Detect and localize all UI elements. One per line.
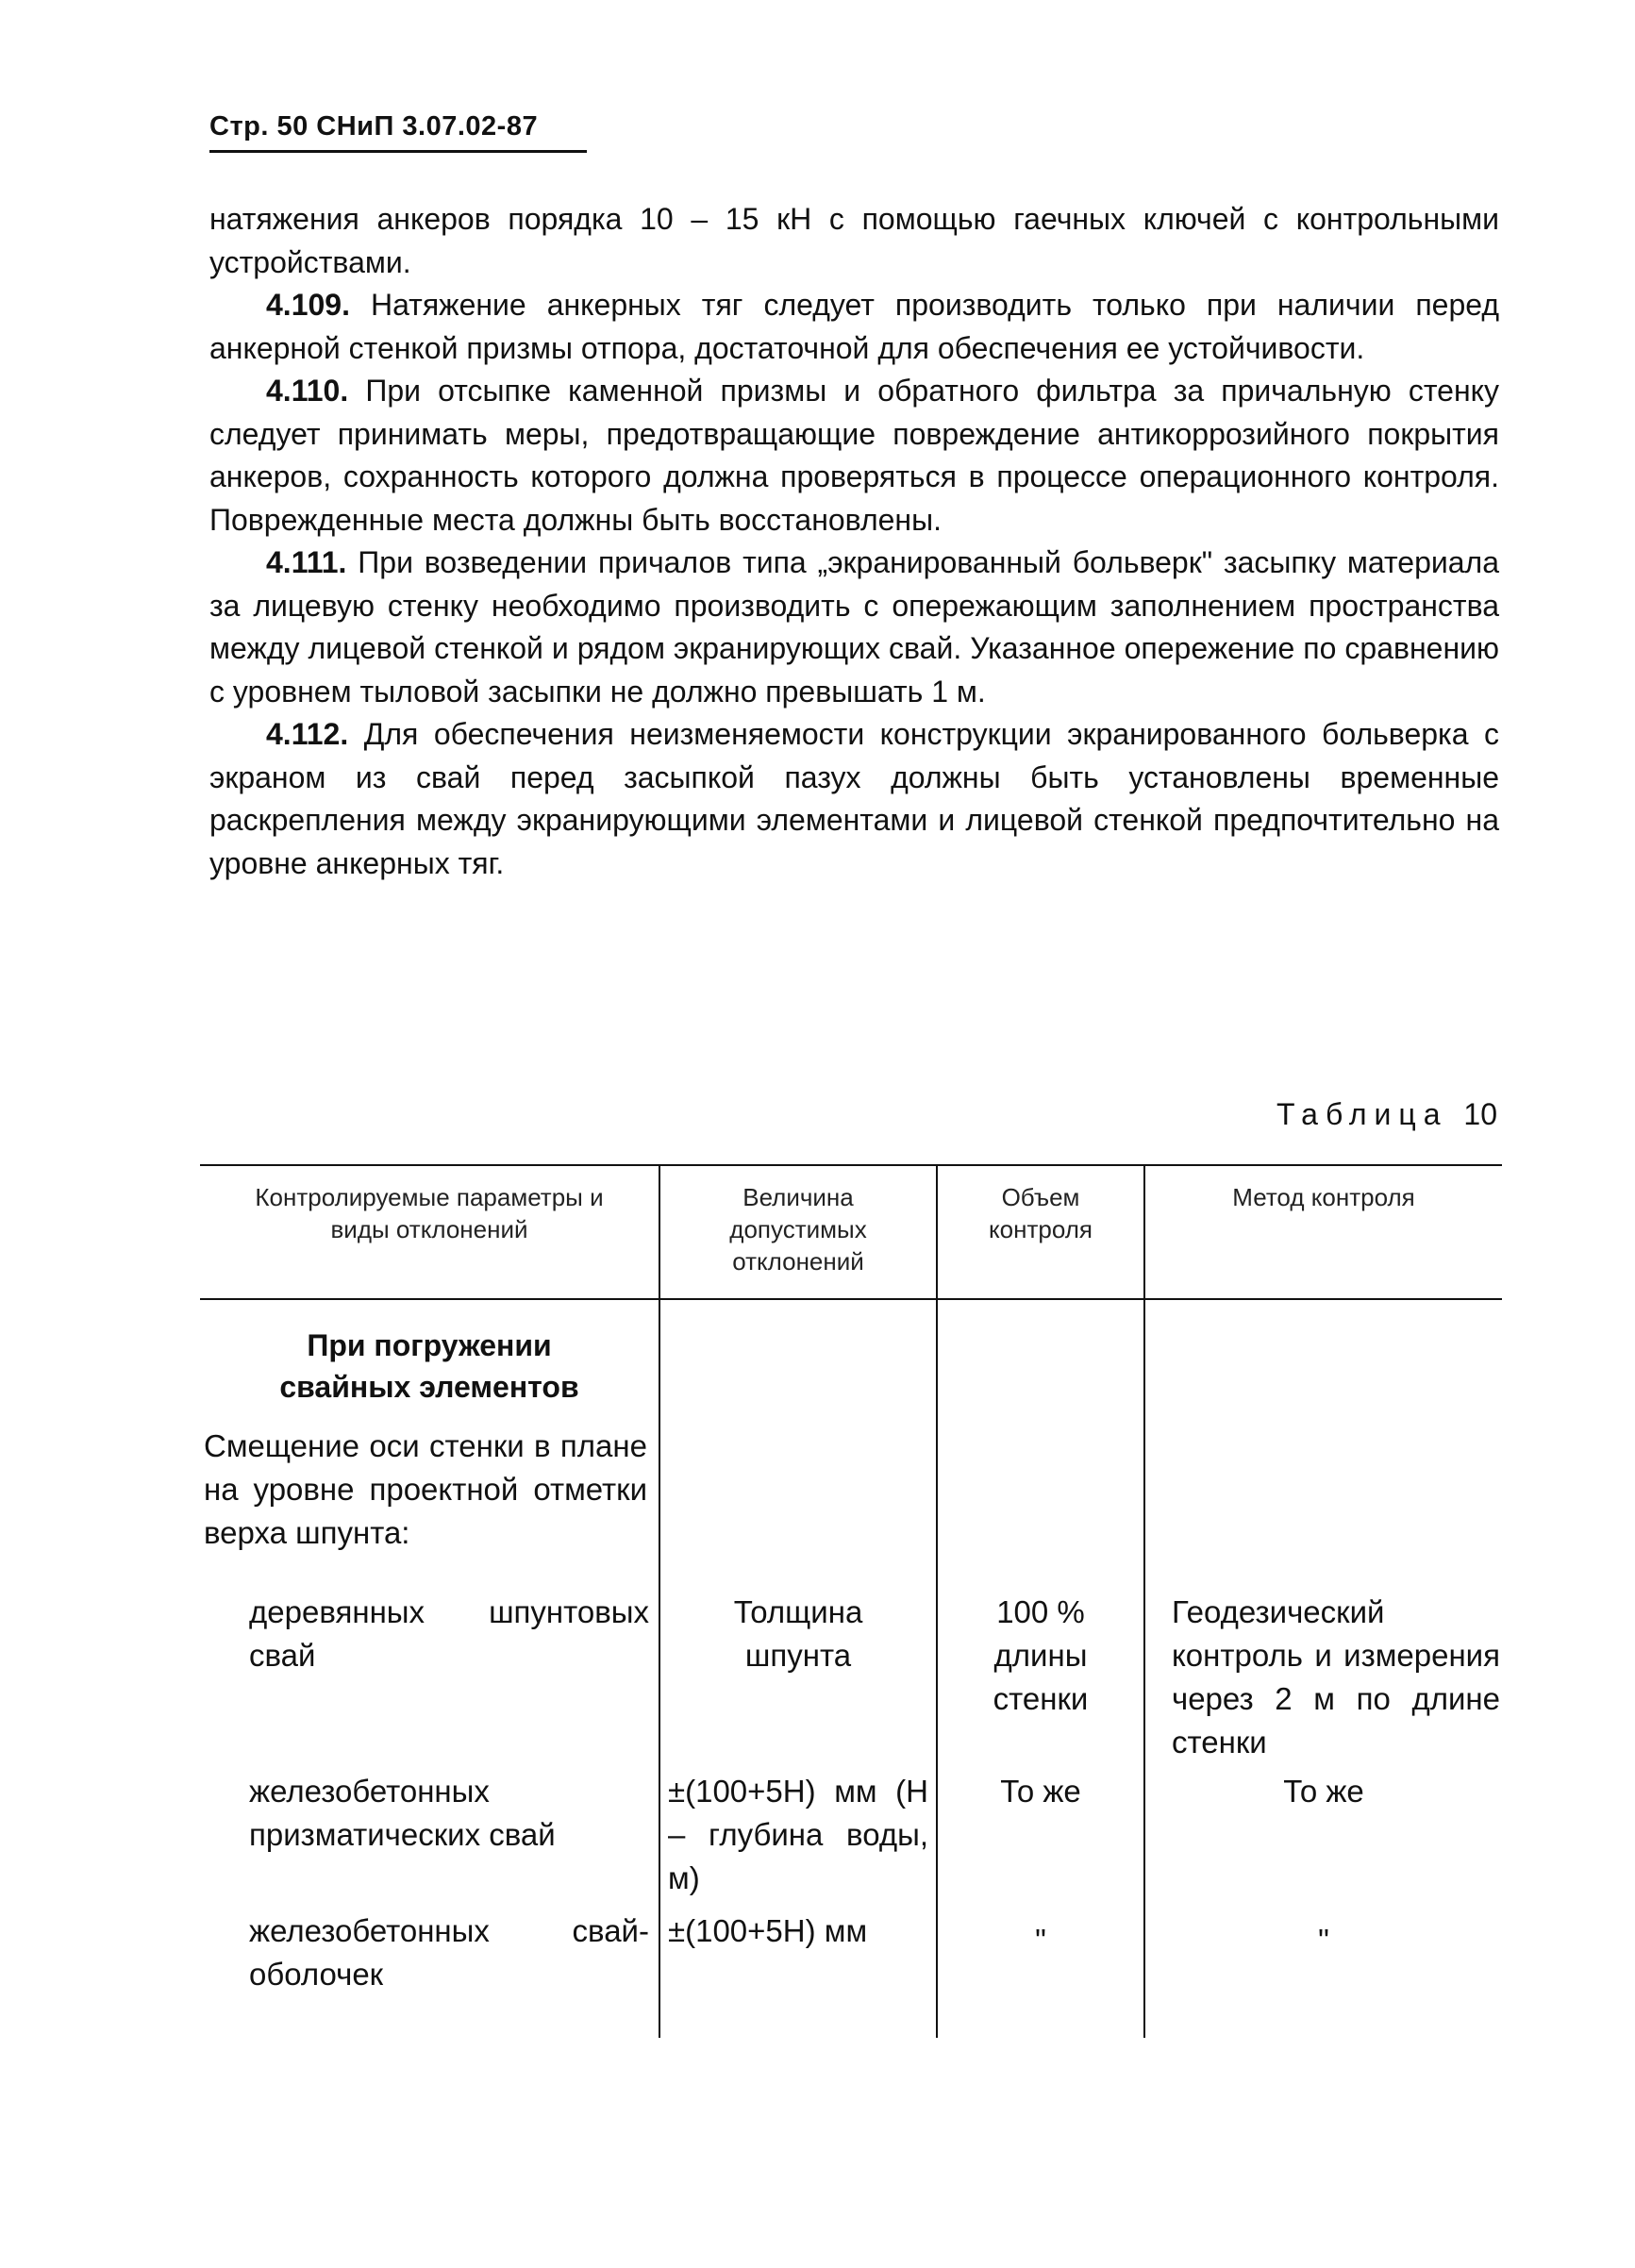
paragraph-number: 4.112. [266, 717, 349, 751]
section-title: При погружении свайных элементов [279, 1328, 579, 1404]
group-label: Смещение оси стенки в плане на уровне проектной отметки верха шпунта: [204, 1428, 647, 1550]
table-header-rule [200, 1298, 1502, 1300]
table-caption-number: 10 [1463, 1097, 1497, 1131]
row-param-shell: железобетонных свай-оболочек [249, 1913, 649, 1992]
table-caption [1276, 1097, 1497, 1132]
paragraph-text: Для обеспечения неизменяемости конструкции экранированного больверка с экраном из свай перед засыпкой пазух должны быть установлены временные раскрепления между экранирующими элементами и лицевой стенкой предпочтительно на уровне анкерных тяг. [209, 717, 1500, 880]
row-deviation-prismatic: ±(100+5H) мм (H – глубина воды, м) [668, 1774, 928, 1895]
paragraph-text: При отсыпке каменной призмы и обратного фильтра за причальную стенку следует принимать меры, предотвращающие повреждение антикоррозийного покрытия анкеров, сохранность которого должна проверяться в процессе операционного контроля. Поврежденные места должны быть восстановлены. [209, 374, 1500, 537]
header-method: Метод контроля [1232, 1183, 1415, 1211]
paragraph-4-109 [209, 284, 1499, 370]
paragraph-number: 4.110. [266, 374, 349, 408]
row-deviation-shell: ±(100+5H) мм [668, 1913, 868, 1948]
row-method-wood: Геодезический контроль и измерения через 2 м по длине стенки [1172, 1594, 1500, 1759]
row-param-prismatic: железобетонных призматических свай [249, 1774, 556, 1852]
row-param-wood: деревянных шпунтовых свай [249, 1594, 649, 1673]
table-top-rule [200, 1164, 1502, 1166]
paragraph-text: натяжения анкеров порядка 10 – 15 кН с помощью гаечных ключей с контрольными устройствами. [209, 202, 1499, 279]
row-volume-shell: " [1035, 1923, 1046, 1958]
paragraph-continuation [209, 198, 1499, 284]
paragraph-4-111 [209, 542, 1499, 713]
body-text [209, 198, 1499, 885]
row-deviation-wood: Толщина шпунта [733, 1594, 863, 1673]
header-deviation: Величина допустимых отклонений [729, 1183, 867, 1276]
paragraph-number: 4.111. [266, 545, 347, 579]
paragraph-text: Натяжение анкерных тяг следует производить только при наличии перед анкерной стенкой призмы отпора, достаточной для обеспечения ее устойчивости. [209, 288, 1500, 365]
row-method-prismatic: То же [1283, 1774, 1364, 1809]
page-header: Стр. 50 СНиП 3.07.02-87 [209, 111, 587, 153]
row-method-shell: " [1318, 1923, 1329, 1958]
paragraph-4-110 [209, 370, 1499, 542]
row-volume-wood: 100 % длины стенки [993, 1594, 1089, 1716]
control-table [200, 1164, 1502, 2038]
header-volume: Объем контроля [989, 1183, 1093, 1243]
header-parameters: Контролируемые параметры и виды отклонений [255, 1183, 604, 1243]
row-volume-prismatic: То же [1000, 1774, 1081, 1809]
paragraph-text: При возведении причалов типа „экранированный больверк" засыпку материала за лицевую стенку необходимо производить с опережающим заполнением пространства между лицевой стенкой и рядом экранирующих свай. Указанное опережение по сравнению с уровнем тыловой засыпки не должно превышать 1 м. [209, 545, 1500, 709]
paragraph-4-112 [209, 713, 1499, 885]
table-caption-word: Таблица [1276, 1097, 1448, 1131]
paragraph-number: 4.109. [266, 288, 350, 322]
